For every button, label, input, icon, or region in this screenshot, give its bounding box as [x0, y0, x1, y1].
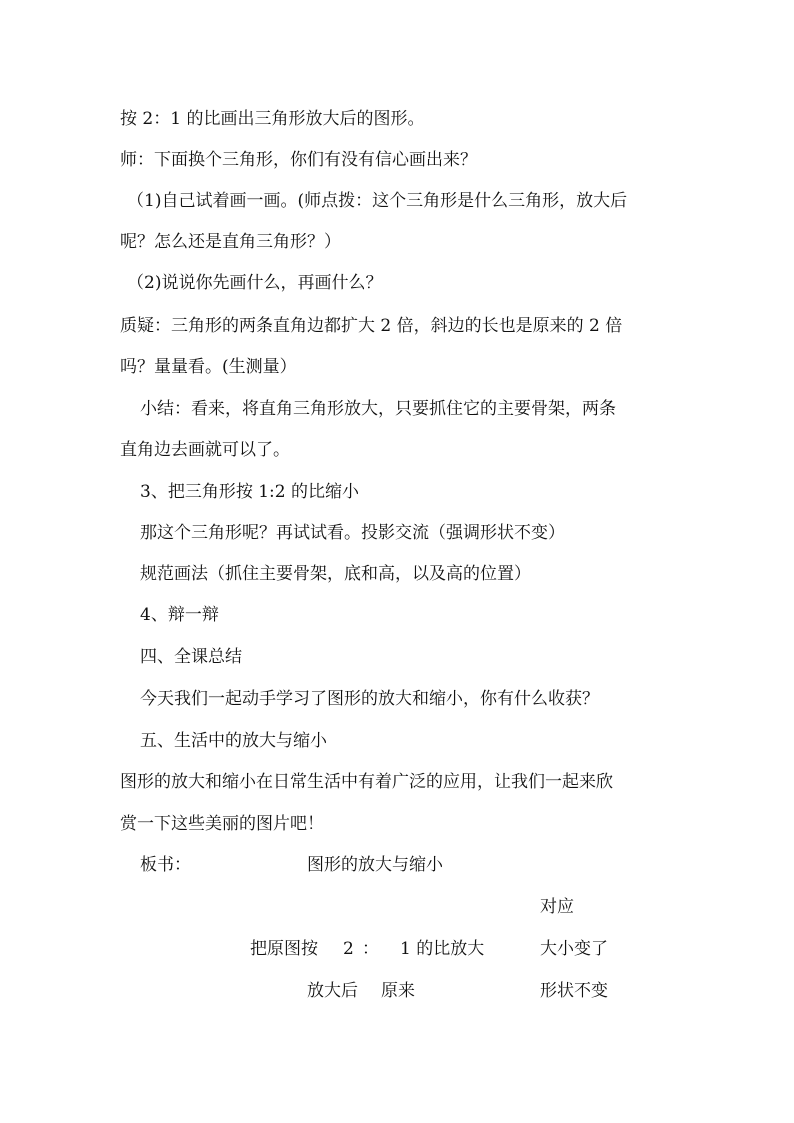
text-line-18: 赏一下这些美丽的图片吧！	[120, 814, 324, 834]
board-num-2: 2	[343, 939, 354, 959]
board-size-changed: 大小变了	[540, 939, 608, 959]
board-title: 图形的放大与缩小	[307, 855, 443, 875]
board-colon: ：	[362, 939, 379, 959]
text-line-7: 吗？量量看。(生测量）	[120, 357, 297, 377]
board-ratio-phrase: 1 的比放大	[400, 939, 485, 959]
text-line-12: 规范画法（抓住主要骨架，底和高，以及高的位置）	[140, 564, 531, 584]
text-line-3: （1)自己试着画一画。(师点拨：这个三角形是什么三角形，放大后	[127, 191, 628, 211]
board-after-enlarge: 放大后	[307, 981, 358, 1001]
board-label: 板书：	[140, 855, 191, 875]
board-prefix: 把原图按	[250, 939, 318, 959]
text-line-16: 五、生活中的放大与缩小	[140, 731, 327, 751]
text-line-11: 那这个三角形呢？再试试看。投影交流（强调形状不变）	[140, 523, 565, 543]
text-line-9: 直角边去画就可以了。	[120, 440, 290, 460]
text-line-13: 4、辩一辩	[140, 605, 219, 625]
board-shape-unchanged: 形状不变	[540, 981, 608, 1001]
text-line-1: 按 2：1 的比画出三角形放大后的图形。	[120, 109, 425, 129]
board-correspond: 对应	[540, 897, 574, 917]
text-line-4: 呢？怎么还是直角三角形？）	[120, 232, 341, 252]
text-line-8: 小结：看来，将直角三角形放大，只要抓住它的主要骨架，两条	[140, 399, 616, 419]
text-line-2: 师：下面换个三角形，你们有没有信心画出来？	[120, 150, 477, 170]
text-line-6: 质疑：三角形的两条直角边都扩大 2 倍，斜边的长也是原来的 2 倍	[120, 316, 623, 336]
text-line-14: 四、全课总结	[140, 647, 242, 667]
text-line-5: （2)说说你先画什么，再画什么？	[127, 273, 383, 293]
board-original: 原来	[381, 981, 415, 1001]
text-line-10: 3、把三角形按 1:2 的比缩小	[140, 482, 359, 502]
text-line-15: 今天我们一起动手学习了图形的放大和缩小，你有什么收获？	[140, 689, 599, 709]
text-line-17: 图形的放大和缩小在日常生活中有着广泛的应用，让我们一起来欣	[120, 772, 613, 792]
